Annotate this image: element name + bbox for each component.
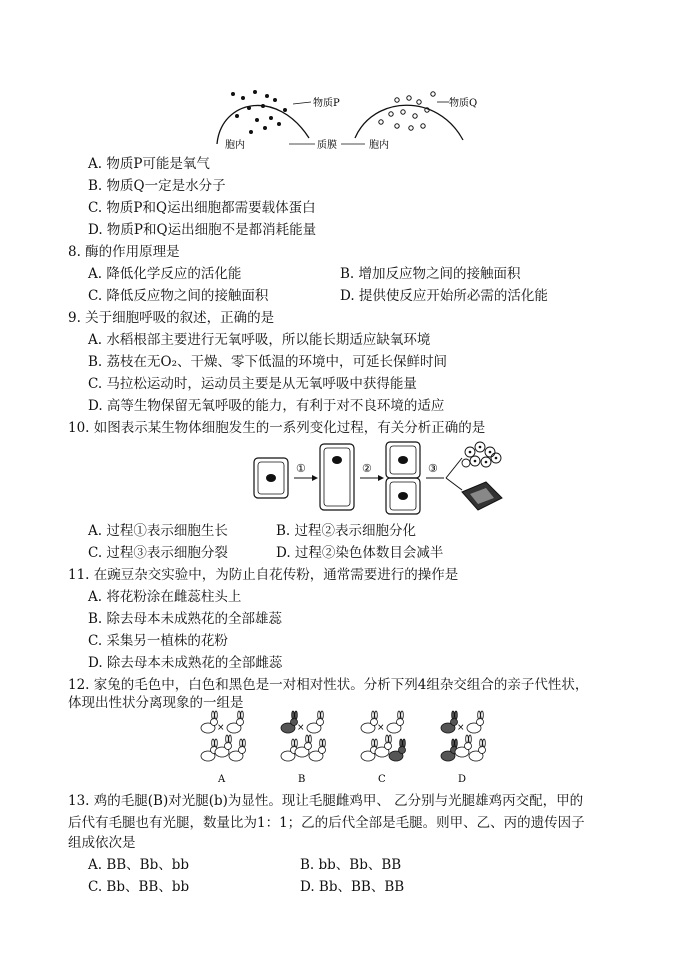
q8-option-c: C. 降低反应物之间的接触面积 xyxy=(88,288,269,304)
q7-option-c: C. 物质P和Q运出细胞都需要载体蛋白 xyxy=(88,200,316,216)
label-substance-q: 物质Q xyxy=(449,98,478,109)
rabbit-crosses-figure xyxy=(192,708,502,788)
label-substance-p: 物质P xyxy=(313,98,340,109)
cell-process-figure xyxy=(250,438,510,518)
q11-option-c: C. 采集另一植株的花粉 xyxy=(88,633,228,649)
q13-option-d: D. Bb、BB、BB xyxy=(300,879,405,895)
q8-stem: 8. 酶的作用原理是 xyxy=(68,244,180,260)
label-inside-right: 胞内 xyxy=(369,140,389,151)
q9-option-c: C. 马拉松运动时，运动员主要是从无氧呼吸中获得能量 xyxy=(88,376,417,392)
label-membrane: 质膜 xyxy=(317,140,337,151)
q11-option-a: A. 将花粉涂在雌蕊柱头上 xyxy=(88,589,242,605)
q8-option-a: A. 降低化学反应的活化能 xyxy=(88,266,242,282)
label-inside-left: 胞内 xyxy=(225,140,245,151)
q10-option-d: D. 过程②染色体数目会减半 xyxy=(276,545,444,561)
q8-option-b: B. 增加反应物之间的接触面积 xyxy=(340,266,521,282)
q13-option-b: B. bb、Bb、BB xyxy=(300,857,402,873)
cross-sign-a: × xyxy=(217,723,225,733)
q9-option-a: A. 水稻根部主要进行无氧呼吸，所以能长期适应缺氧环境 xyxy=(88,332,431,348)
q10-stem: 10. 如图表示某生物体细胞发生的一系列变化过程，有关分析正确的是 xyxy=(68,420,486,436)
q7-option-a: A. 物质P可能是氧气 xyxy=(88,156,210,172)
q13-option-c: C. Bb、BB、bb xyxy=(88,879,190,895)
cross-sign-d: × xyxy=(457,723,465,733)
q13-stem-line2: 后代有毛腿也有光腿，数量比为1：1；乙的后代全部是毛腿。则甲、乙、丙的遗传因子 xyxy=(68,815,585,831)
step-3-label: ③ xyxy=(428,462,438,475)
q9-stem: 9. 关于细胞呼吸的叙述，正确的是 xyxy=(68,310,275,326)
q13-option-a: A. BB、Bb、bb xyxy=(88,857,190,873)
q13-stem-line3: 组成依次是 xyxy=(68,835,136,851)
step-2-label: ② xyxy=(362,462,372,475)
q7-option-b: B. 物质Q一定是水分子 xyxy=(88,178,226,194)
group-label-d: D xyxy=(458,774,467,785)
step-1-label: ① xyxy=(296,462,306,475)
q7-option-d: D. 物质P和Q运出细胞不是都消耗能量 xyxy=(88,222,317,238)
q13-stem-line1: 13. 鸡的毛腿(B)对光腿(b)为显性。现让毛腿雌鸡甲、 乙分别与光腿雄鸡丙交配，甲的 xyxy=(68,793,584,809)
q10-option-c: C. 过程③表示细胞分裂 xyxy=(88,545,228,561)
q12-stem-line1: 12. 家兔的毛色中，白色和黑色是一对相对性状。分析下列4组杂交组合的亲子代性状， xyxy=(68,677,589,693)
q11-stem: 11. 在豌豆杂交实验中，为防止自花传粉，通常需要进行的操作是 xyxy=(68,567,459,583)
q12-stem-line2: 体现出性状分离现象的一组是 xyxy=(68,695,244,711)
group-label-a: A xyxy=(218,774,226,785)
group-label-b: B xyxy=(298,774,306,785)
q9-option-b: B. 荔枝在无O₂、干燥、零下低温的环境中，可延长保鲜时间 xyxy=(88,354,447,370)
q11-option-d: D. 除去母本未成熟花的全部雌蕊 xyxy=(88,655,283,671)
q8-option-d: D. 提供使反应开始所必需的活化能 xyxy=(340,288,548,304)
cross-sign-b: × xyxy=(297,723,305,733)
group-label-c: C xyxy=(378,774,386,785)
q9-option-d: D. 高等生物保留无氧呼吸的能力，有利于对不良环境的适应 xyxy=(88,398,445,414)
q10-option-b: B. 过程②表示细胞分化 xyxy=(276,523,417,539)
q11-option-b: B. 除去母本未成熟花的全部雄蕊 xyxy=(88,611,283,627)
cross-sign-c: × xyxy=(377,723,385,733)
membrane-figure xyxy=(205,80,495,152)
q10-option-a: A. 过程①表示细胞生长 xyxy=(88,523,228,539)
